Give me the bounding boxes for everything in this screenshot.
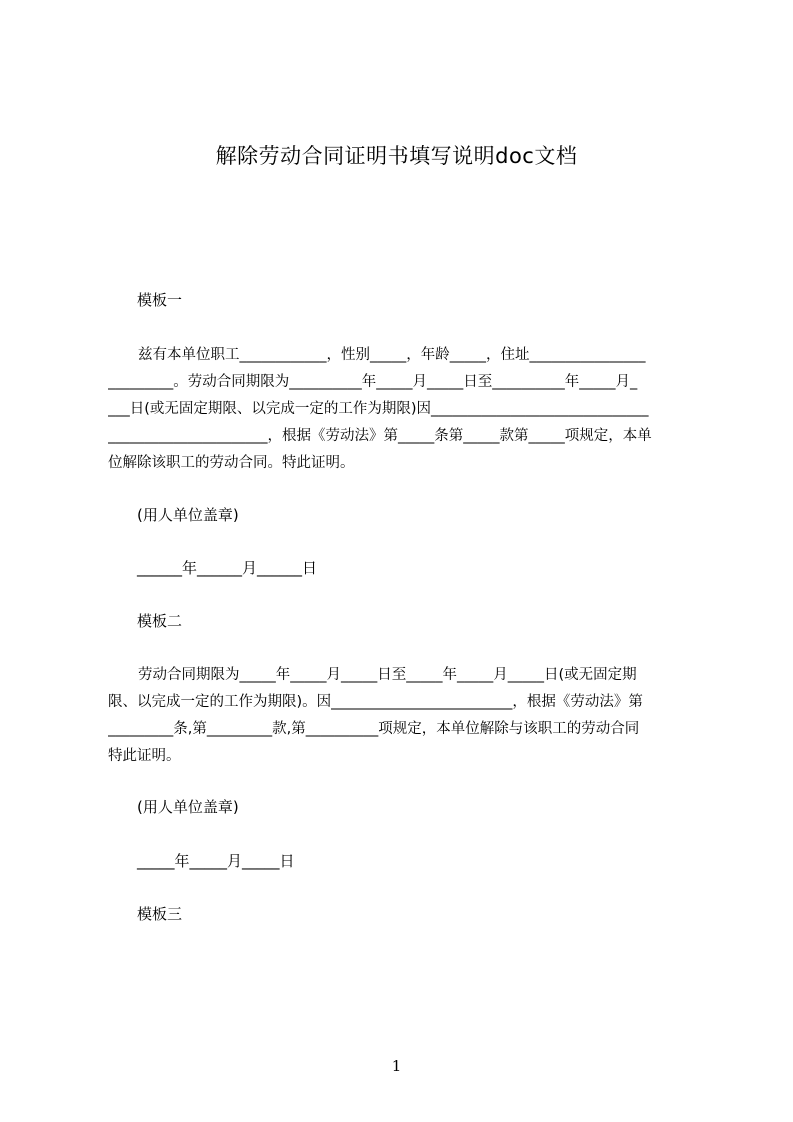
- template1-line-4: ______________________，根据《劳动法》第_____条第_____款第_____项规定，本单: [108, 428, 652, 444]
- template1-line-2: _________。劳动合同期限为__________年_____月_____日至__________年_____月_: [108, 374, 638, 390]
- template1-line-1: 兹有本单位职工____________，性别_____，年龄_____，住址________________: [138, 347, 646, 363]
- template1-seal: (用人单位盖章): [137, 506, 239, 524]
- page-number: 1: [391, 1057, 402, 1075]
- template2-line-1: 劳动合同期限为_____年_____月_____日至_____年_____月_____日(或无固定期: [138, 667, 637, 683]
- template1-line-5: 位解除该职工的劳动合同。特此证明。: [108, 455, 355, 471]
- template2-line-4: 特此证明。: [108, 748, 181, 764]
- template2-line-2: 限、以完成一定的工作为期限)。因_________________________，根据《劳动法》第: [108, 694, 643, 710]
- template2-date: _____年_____月_____日: [137, 852, 295, 870]
- document-title: 解除劳动合同证明书填写说明doc文档: [215, 144, 578, 168]
- template2-seal: (用人单位盖章): [137, 798, 239, 816]
- template1-line-3: ___日(或无固定期限、以完成一定的工作为期限)因______________________________: [108, 401, 649, 417]
- template3-heading: 模板三: [137, 905, 183, 923]
- template2-line-3: _________条,第_________款,第__________项规定，本单位解除与该职工的劳动合同: [108, 721, 640, 737]
- template1-heading: 模板一: [137, 291, 183, 309]
- template1-date: ______年______月______日: [137, 559, 318, 577]
- template2-heading: 模板二: [137, 612, 183, 630]
